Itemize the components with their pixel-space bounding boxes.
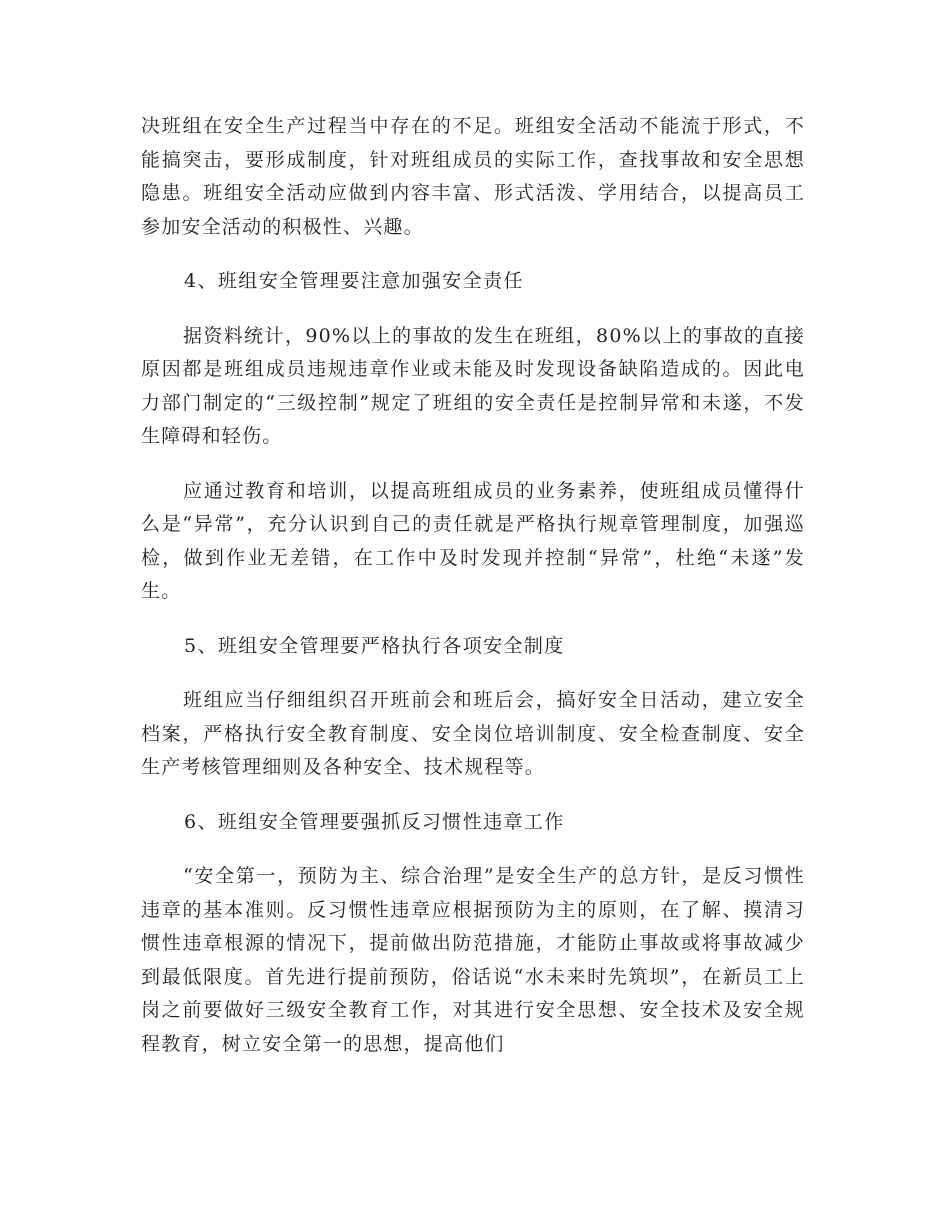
- paragraph-anti-violation: “安全第一，预防为主、综合治理”是安全生产的总方针，是反习惯性违章的基本准则。反习惯性违章应根据预防为主的原则，在了解、摸清习惯性违章根源的情况下，提前做出防范措施，才能防止事故或将事故减少到最低限度。首先进行提前预防，俗话说“水未来时先筑坝”，在新员工上岗之前要做好三级安全教育工作，对其进行安全思想、安全技术及安全规程教育，树立安全第一的思想，提高他们: [141, 865, 805, 1055]
- paragraph-accident-statistics: 据资料统计，90%以上的事故的发生在班组，80%以上的事故的直接原因都是班组成员违规违章作业或未能及时发现设备缺陷造成的。因此电力部门制定的“三级控制”规定了班组的安全责任是控制异常和未遂，不发生障碍和轻伤。: [141, 324, 805, 447]
- section-heading-5: 5、班组安全管理要严格执行各项安全制度: [184, 634, 565, 657]
- document-page: [141, 110, 805, 1061]
- section-heading-6: 6、班组安全管理要强抓反习惯性违章工作: [184, 810, 565, 833]
- section-heading-4: 4、班组安全管理要注意加强安全责任: [184, 270, 524, 292]
- paragraph-safety-rules: 班组应当仔细组织召开班前会和班后会，搞好安全日活动，建立安全档案，严格执行安全教育制度、安全岗位培训制度、安全检查制度、安全生产考核管理细则及各种安全、技术规程等。: [141, 689, 805, 778]
- paragraph-education-training: 应通过教育和培训，以提高班组成员的业务素养，使班组成员懂得什么是“异常”，充分认识到自己的责任就是严格执行规章管理制度，加强巡检，做到作业无差错，在工作中及时发现并控制“异常”，杜绝“未遂”发生。: [141, 479, 805, 602]
- paragraph-intro-continuation: 决班组在安全生产过程当中存在的不足。班组安全活动不能流于形式，不能搞突击，要形成制度，针对班组成员的实际工作，查找事故和安全思想隐患。班组安全活动应做到内容丰富、形式活泼、学用结合，以提高员工参加安全活动的积极性、兴趣。: [141, 115, 805, 238]
